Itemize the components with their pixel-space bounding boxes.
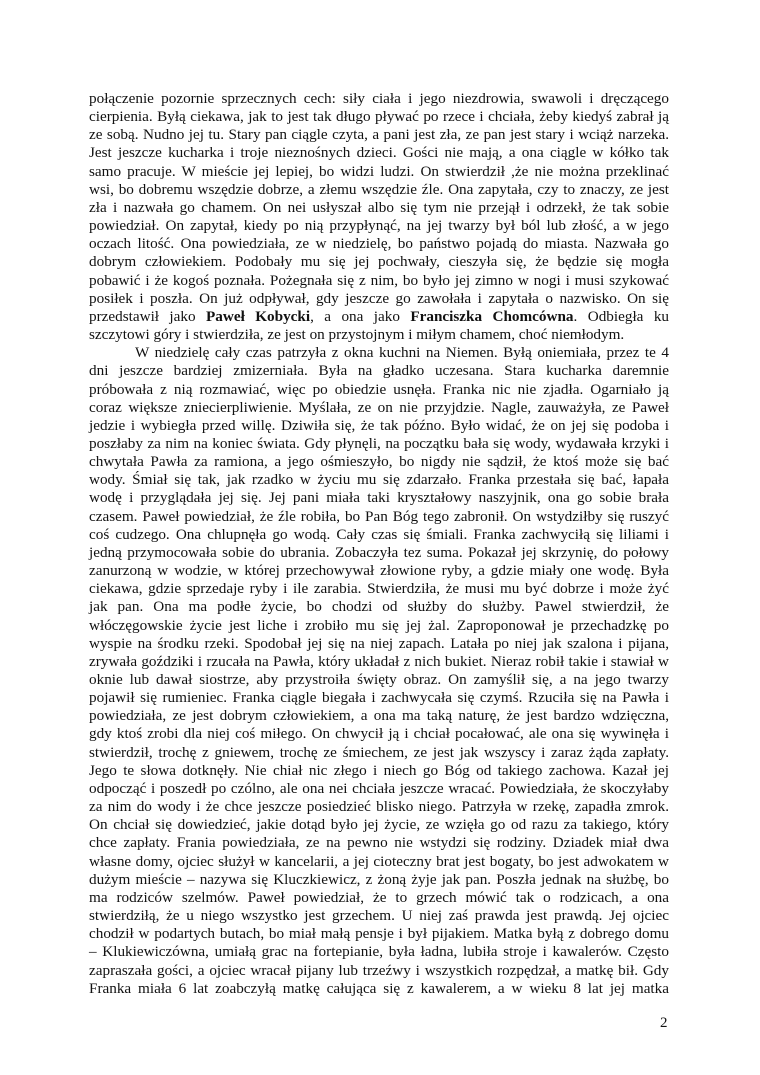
text-line: gdy ktoś zrobi dla niej coś miłego. On chwycił ją i chciał pocałować, ale ona się wywinęła i: [89, 725, 669, 743]
text-line: połączenie pozornie sprzecznych cech: siły ciała i jego niezdrowia, swawoli i dręczącego: [89, 90, 669, 107]
text-line: włóczęgowskie życie jest liche i zrobiło mu się jej żal. Zaproponował je przechadzkę po: [89, 616, 669, 634]
character-name-franciszka: Franciszka Chomcówna: [410, 307, 574, 325]
text-line: zła i nazwała go chamem. On nei usłyszał albo się tym nie przejął i odrzekł, że tak sobie: [89, 198, 669, 216]
text-line: zrywała goździki i rzucała na Pawła, który układał z nich bukiet. Nieraz robił takie i stawiał w: [89, 652, 669, 670]
text-line: Jest jeszcze kucharka i troje nieznośnych dzieci. Gości nie mają, a ona ciągle w kółko tak: [89, 144, 669, 162]
paragraph-first-line: W niedzielę cały czas patrzyła z okna kuchni na Niemen. Byłą oniemiała, przez te 4: [135, 344, 669, 362]
text-line: szczytowi góry i stwierdziła, ze jest on przystojnym i miłym chamem, choć niemłodym.: [89, 326, 625, 344]
text-line: pojawił się rumieniec. Franka ciągle biegała i zachwycała się czymś. Rzuciła się na Pawła i: [89, 689, 669, 707]
text-line: oczach litość. Ona powiedziała, ze w niedzielę, bo państwo pojadą do miasta. Nazwała go: [89, 235, 669, 253]
text-line: posiłek i poszła. On już odpływał, gdy jeszcze go zawołała i zapytała o nazwisko. On się: [89, 289, 669, 307]
text-line: poszłaby za nim na koniec świata. Gdy płynęli, na początku bała się wody, wydawała krzyki i: [89, 434, 669, 452]
text-line: dobrym człowiekiem. Podobały mu się jej pochwały, cieszyła się, że będzie się mogła: [89, 253, 669, 271]
page-number: 2: [660, 1015, 668, 1031]
text-line: ciekawa, gdzie sprzedaje ryby i ile zarabia. Stwierdziła, że musi mu być dobrze i może żyć: [89, 580, 669, 598]
text-line: samo pracuje. W mieście jej lepiej, bo widzi ludzi. On stwierdził ,że nie można przeklinać: [89, 162, 669, 180]
text-line: coś cudzego. Ona chlupnęła go wodą. Cały czas się śmiali. Franka zachwyciłą się liliami i: [89, 525, 669, 543]
text-line: Franka miała 6 lat zoabczyłą matkę całująca się z kawalerem, a w wieku 8 lat jej matka: [89, 979, 669, 997]
text-line: pobawić i że kogoś poznała. Pożegnała się z nim, bo było jej zimno w nogi i musi szykować: [89, 271, 669, 289]
text-line: cierpienia. Byłą ciekawa, jak to jest tak długo pływać po rzece i chciała, żeby kiedyś zabrał ją: [89, 108, 669, 126]
text-segment: przedstawił jako: [89, 307, 206, 325]
text-line: odpocząć i poszedł po czólno, ale ona nei chciała jeszcze wracać. Powiedziała, że skoczyłaby: [89, 779, 669, 797]
text-line: powiedział. On zapytał, kiedy po nią przypłynąć, na jej twarzy był ból lub złość, a w jego: [89, 217, 669, 235]
text-line: coraz większe zniecierpliwienie. Myślała, ze on nie przyjdzie. Nagle, zauważyła, ze Paweł: [89, 398, 669, 416]
text-segment: , a ona jako: [310, 307, 411, 325]
text-line: zanurzoną w wodzie, w której przechowywał złowione ryby, a gdzie miały one wodę. Była: [89, 562, 669, 580]
text-line: On chciał się dowiedzieć, jakie dotąd było jej życie, ze wzięła go od razu za takiego, który: [89, 816, 669, 834]
text-line: chce zapłaty. Frania powiedziała, ze na pewno nie wstydzi się rodziny. Dziadek miał dwa: [89, 834, 669, 852]
text-line: próbowała z nią rozmawiać, więc po obiedzie usnęła. Franka nic nie zjadła. Ogarniało ją: [89, 380, 669, 398]
text-line: [89, 308, 669, 326]
text-line: czasem. Paweł powiedział, że źle robiła, bo Pan Bóg tego zabronił. On wstydziłby się ruszyć: [89, 507, 669, 525]
text-line: dni jeszcze bardziej zmizerniała. Była na gładko uczesana. Stara kucharka daremnie: [89, 362, 669, 380]
text-line: wodę i przyglądała jej się. Jej pani miała taki kryształowy naszyjnik, ona go sobie brała: [89, 489, 669, 507]
text-line: ma rodziców szelmów. Paweł powiedział, że to grzech mówić tak o rodzicach, a ona: [89, 888, 669, 906]
text-line: chodził w podartych butach, bo miał małą pensje i był pijakiem. Matka byłą z dobrego domu: [89, 925, 669, 943]
character-name-pawel: Paweł Kobycki: [206, 307, 311, 325]
text-segment: . Odbiegła ku: [573, 307, 670, 325]
text-line: – Klukiewiczówna, umiałą grac na fortepianie, była ładna, lubiła stroje i kawalerów. Często: [89, 943, 669, 961]
text-line: zapraszała gości, a ojciec wracał pijany lub trzeźwy i wszystkich rozpędzał, a matkę bił. Gdy: [89, 961, 669, 979]
text-line: za nim do wody i że chce jeszcze posiedzieć blisko niego. Patrzyła w rzekę, zapadła zmrok.: [89, 798, 669, 816]
text-line: stwierdził, trochę z gniewem, trochę ze śmiechem, ze jest jak wszyscy i zaraz żąda zapłaty.: [89, 743, 669, 761]
text-line: oknie lub dawał siostrze, aby przystroiła święty obraz. On zamyślił się, a na jego twarzy: [89, 671, 669, 688]
text-line: jak pan. Ona ma podłe życie, bo chodzi od służby do służby. Pawel stwierdził, że: [89, 598, 669, 616]
text-line: wody. Śmiał się tak, jak rzadko w życiu mu się zdarzało. Franka przestała się bać, łapała: [89, 471, 669, 489]
text-line: ze sobą. Nudno jej tu. Stary pan ciągle czyta, a pani jest zła, ze pan jest stary i wciąż narzeka.: [89, 126, 669, 144]
text-line: stwierdziłą, że u niego wszystko jest grzechem. U niej zaś prawda jest prawdą. Jej ojciec: [89, 907, 669, 925]
text-line: wsi, bo dobremu wszędzie dobrze, a złemu wszędzie źle. Ona zapytała, czy to znaczy, ze jest: [89, 180, 669, 198]
text-line: jedną przymocowała sobie do ubrania. Zobaczyła tez suma. Pokazał jej skrzynię, do połowy: [89, 543, 669, 561]
text-line: dużym mieście – nazywa się Kluczkiewicz, z żoną żyje jak pan. Poszła jednak na służbę, bo: [89, 870, 669, 888]
text-line: Jego te słowa dotknęły. Nie chiał nic złego i niech go Bóg od takiego zachowa. Kazał jej: [89, 761, 669, 779]
text-line: jedzie i wybiegła przed willę. Dziwiła się, że tak późno. Było widać, że on jej się podoba i: [89, 416, 669, 434]
body-text: [89, 90, 669, 998]
text-line: wyspie na środku rzeki. Spodobał jej się na niej zapach. Latała po niej jak szalona i pijana,: [89, 634, 669, 652]
text-line: powiedziała, ze jest dobrym człowiekiem, a ona ma taką naturę, że jest bardzo wdzięczna,: [89, 707, 669, 725]
text-line: własne domy, ojciec służył w kancelarii, a jej cioteczny brat jest bogaty, bo jest adwokatem w: [89, 852, 669, 870]
text-line: chwytała Pawła za ramiona, a jego ośmieszyło, bo nigdy nie sądził, że ktoś może się bać: [89, 453, 669, 471]
